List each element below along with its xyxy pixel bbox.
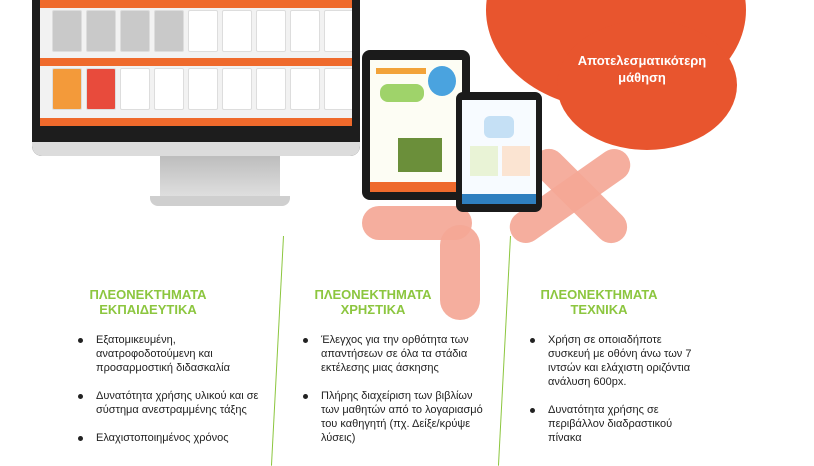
title-line: ΤΕΧΝΙΚΑ [570, 302, 628, 317]
library-tile [222, 68, 252, 110]
list-item: Χρήση σε οποιαδήποτε συσκευή με οθόνη άνω των 7 ιντσών και ελάχιστη οριζόντια ανάλυση 600px. [530, 333, 705, 389]
monitor-footer-bar [40, 118, 352, 126]
library-tile [154, 10, 184, 52]
library-tile [120, 10, 150, 52]
title-line: ΠΛΕΟΝΕΚΤΗΜΑΤΑ [89, 287, 207, 302]
tablet-toolbar [462, 194, 536, 204]
illustration [380, 84, 424, 102]
tablet-small-screen [462, 100, 536, 204]
library-tile [324, 10, 352, 52]
title-line: ΕΚΠΑΙΔΕΥΤΙΚΑ [99, 302, 197, 317]
library-tile [324, 68, 352, 110]
tablet-toolbar [370, 182, 462, 192]
exercise-box [470, 146, 498, 176]
educational-list [78, 333, 270, 459]
list-item: Εξατομικευμένη, ανατροφοδοτούμενη και προσαρμοστική διδασκαλία [78, 333, 270, 375]
list-item: Έλεγχος για την ορθότητα των απαντήσεων σε όλα τα στάδια εκτέλεσης μιας άσκησης [303, 333, 483, 375]
library-tile [290, 10, 320, 52]
title-line: ΠΛΕΟΝΕΚΤΗΜΑΤΑ [540, 287, 658, 302]
library-tile [188, 10, 218, 52]
library-tile [52, 10, 82, 52]
column-title-educational [63, 287, 233, 317]
library-tile [154, 68, 184, 110]
monitor-base [150, 196, 290, 206]
list-item: Δυνατότητα χρήσης υλικού και σε σύστημα ανεστραμμένης τάξης [78, 389, 270, 417]
monitor-screen [40, 0, 352, 126]
title-line: ΠΛΕΟΝΕΚΤΗΜΑΤΑ [314, 287, 432, 302]
badge-text: Αποτελεσματικότερη μάθηση [577, 53, 707, 85]
library-tile [120, 68, 150, 110]
usability-list [303, 333, 483, 459]
column-divider [271, 236, 284, 466]
list-item: Δυνατότητα χρήσης σε περιβάλλον διαδραστικού πίνακα [530, 403, 705, 445]
column-title-usability [288, 287, 458, 317]
library-tile [290, 68, 320, 110]
list-item: Πλήρης διαχείριση των βιβλίων των μαθητών από το λογαριασμό του καθηγητή (πχ. Δείξε/κρύψε λύσεις) [303, 389, 483, 445]
monitor-header-bar [40, 0, 352, 8]
library-tile [222, 10, 252, 52]
exercise-box [502, 146, 530, 176]
tablet-large-screen [370, 60, 462, 192]
column-divider [498, 236, 511, 466]
book-tile [86, 68, 116, 110]
technical-list [530, 333, 705, 459]
page-header [376, 68, 426, 74]
monitor-section-bar [40, 58, 352, 66]
illustration [428, 66, 456, 96]
monitor-chin [32, 142, 360, 156]
photo [398, 138, 442, 172]
library-tile [86, 10, 116, 52]
column-title-technical [514, 287, 684, 317]
book-tile [52, 68, 82, 110]
library-tile [256, 68, 286, 110]
library-tile [256, 10, 286, 52]
illustration [484, 116, 514, 138]
list-item: Ελαχιστοποιημένος χρόνος [78, 431, 270, 445]
library-tile [188, 68, 218, 110]
title-line: ΧΡΗΣΤΙΚΑ [340, 302, 406, 317]
